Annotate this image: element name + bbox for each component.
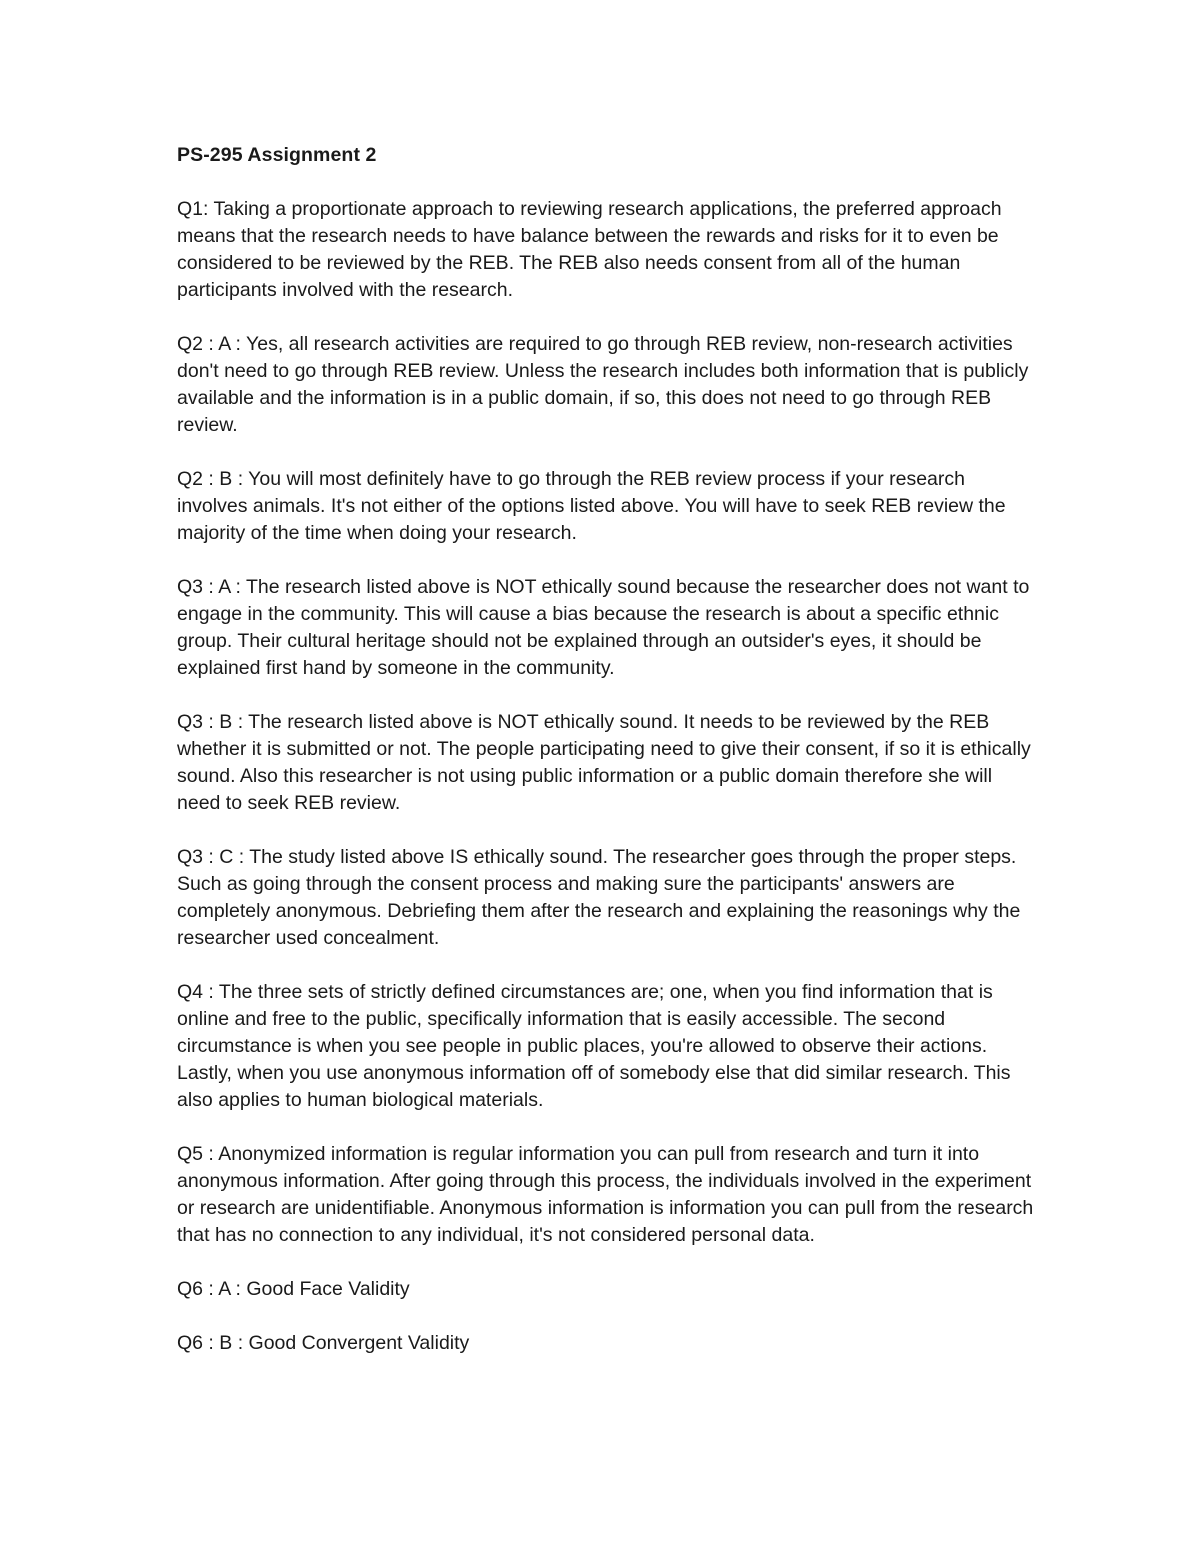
answer-q2b: Q2 : B : You will most definitely have to go through the REB review process if your research involves animals. It's not either of the options listed above. You will have to seek REB review the majority of the time when doing your research. [177, 468, 1006, 544]
answer-q3b: Q3 : B : The research listed above is NOT ethically sound. It needs to be reviewed by the REB whether it is submitted or not. The people participating need to give their consent, if so it is ethically sound. Also this researcher is not using public information or a public domain therefore she will need to seek REB review. [177, 711, 1031, 814]
answer-q6a: Q6 : A : Good Face Validity [177, 1278, 410, 1300]
answer-q1: Q1: Taking a proportionate approach to reviewing research applications, the preferred approach means that the research needs to have balance between the rewards and risks for it to even be considered to be reviewed by the REB. The REB also needs consent from all of the human participants involved with the research. [177, 198, 1002, 301]
answer-q4: Q4 : The three sets of strictly defined circumstances are; one, when you find information that is online and free to the public, specifically information that is easily accessible. The second circumstance is when you see people in public places, you're allowed to observe their actions. Lastly, when you use anonymous information off of somebody else that did similar research. This also applies to human biological materials. [177, 981, 1011, 1111]
answer-q2a: Q2 : A : Yes, all research activities are required to go through REB review, non-research activities don't need to go through REB review. Unless the research includes both information that is publicly available and the information is in a public domain, if so, this does not need to go through REB review. [177, 333, 1029, 436]
answer-q5: Q5 : Anonymized information is regular information you can pull from research and turn it into anonymous information. After going through this process, the individuals involved in the experiment or research are unidentifiable. Anonymous information is information you can pull from the research that has no connection to any individual, it's not considered personal data. [177, 1143, 1034, 1246]
answer-q3a: Q3 : A : The research listed above is NOT ethically sound because the researcher does not want to engage in the community. This will cause a bias because the research is about a specific ethnic group. Their cultural heritage should not be explained through an outsider's eyes, it should be explained first hand by someone in the community. [177, 576, 1030, 679]
document-title: PS-295 Assignment 2 [177, 144, 377, 166]
document-page [177, 142, 1037, 1384]
answer-q6b: Q6 : B : Good Convergent Validity [177, 1332, 470, 1354]
answer-q3c: Q3 : C : The study listed above IS ethically sound. The researcher goes through the proper steps. Such as going through the consent process and making sure the participants' answers are completely anonymous. Debriefing them after the research and explaining the reasonings why the researcher used concealment. [177, 846, 1021, 949]
